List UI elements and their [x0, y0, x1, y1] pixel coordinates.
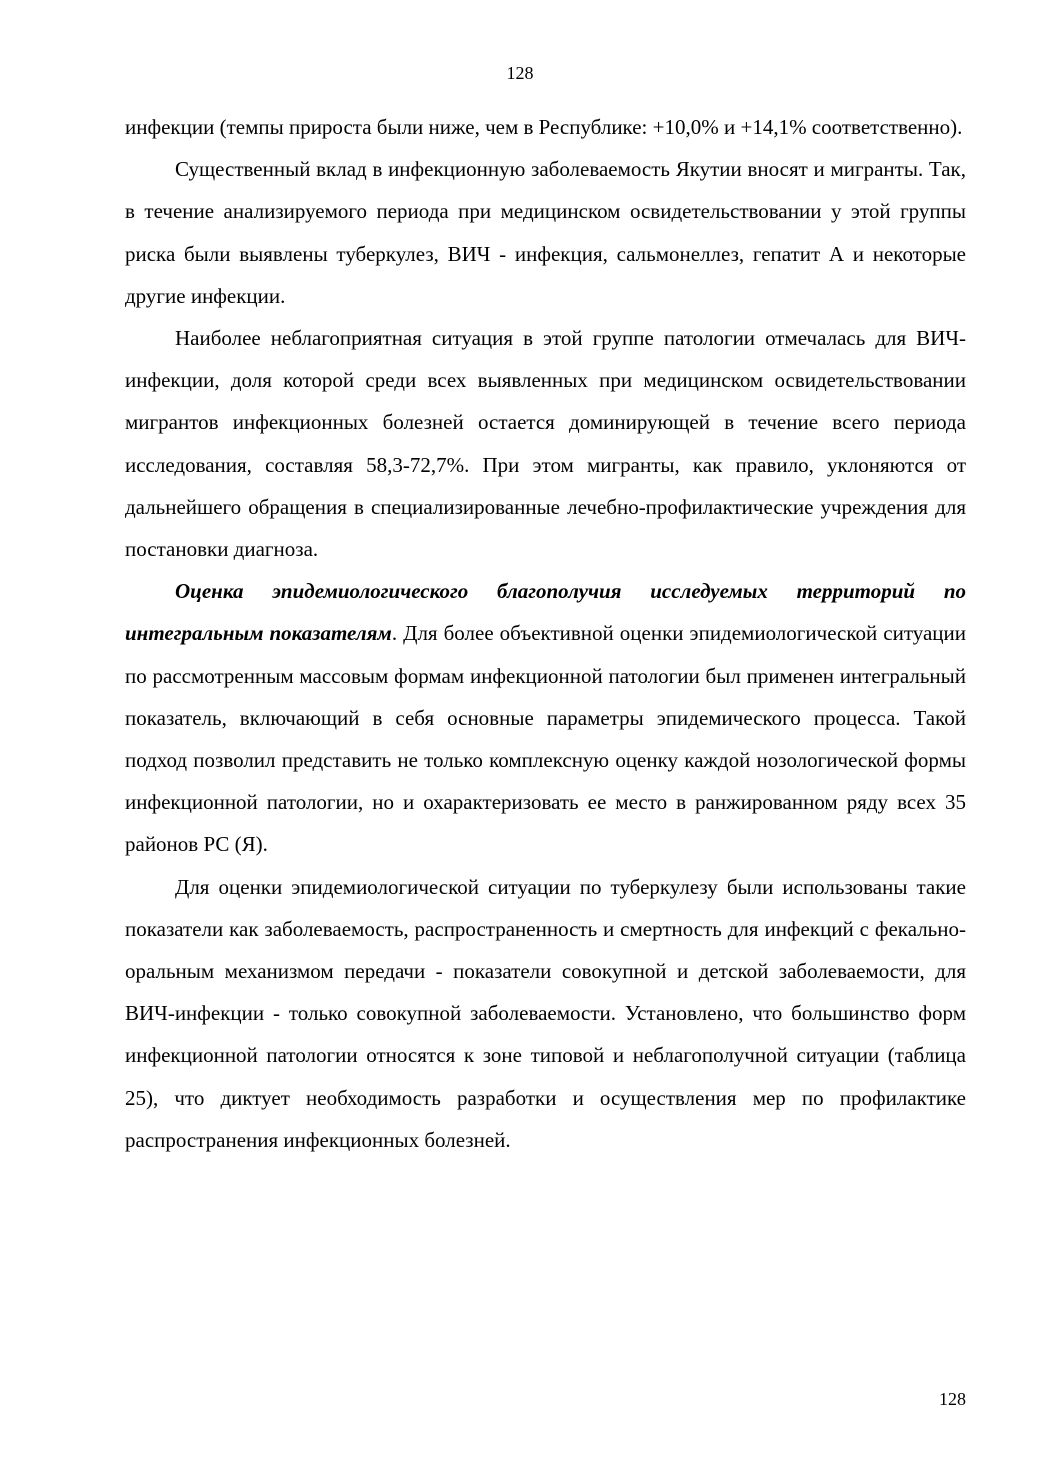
page-number-bottom: 128: [939, 1389, 966, 1409]
section-heading: Оценка эпидемиологического благополучия исследуемых территорий по интегральным показателям: [125, 579, 966, 646]
paragraph-3: Наиболее неблагоприятная ситуация в этой группе патологии отмечалась для ВИЧ-инфекции, доля которой среди всех выявленных при медицинском освидетельствовании мигрантов инфекционных болезней остается доминирующей в течение всего периода исследования, составляя 58,3-72,7%. При этом мигранты, как правило, уклоняются от дальнейшего обращения в специализированные лечебно-профилактические учреждения для постановки диагноза.: [125, 326, 966, 562]
paragraph-4: [125, 570, 966, 865]
page-number-top: 128: [506, 63, 534, 83]
paragraph-4-body: . Для более объективной оценки эпидемиологической ситуации по рассмотренным массовым формам инфекционной патологии был применен интегральный показатель, включающий в себя основные параметры эпидемического процесса. Такой подход позволил представить не только комплексную оценку каждой нозологической формы инфекционной патологии, но и охарактеризовать ее место в ранжированном ряду всех 35 районов РС (Я).: [125, 621, 966, 857]
paragraph-2: Существенный вклад в инфекционную заболеваемость Якутии вносят и мигранты. Так, в течение анализируемого периода при медицинском освидетельствовании у этой группы риска были выявлены туберкулез, ВИЧ - инфекция, сальмонеллез, гепатит А и некоторые другие инфекции.: [125, 157, 966, 308]
paragraph-1: инфекции (темпы прироста были ниже, чем в Республике: +10,0% и +14,1% соответственно).: [125, 115, 963, 139]
paragraph-5: Для оценки эпидемиологической ситуации по туберкулезу были использованы такие показатели как заболеваемость, распространенность и смертность для инфекций с фекально-оральным механизмом передачи - показатели совокупной и детской заболеваемости, для ВИЧ-инфекции - только совокупной заболеваемости. Установлено, что большинство форм инфекционной патологии относятся к зоне типовой и неблагополучной ситуации (таблица 25), что диктует необходимость разработки и осуществления мер по профилактике распространения инфекционных болезней.: [125, 874, 966, 1152]
document-body: [125, 106, 966, 1161]
